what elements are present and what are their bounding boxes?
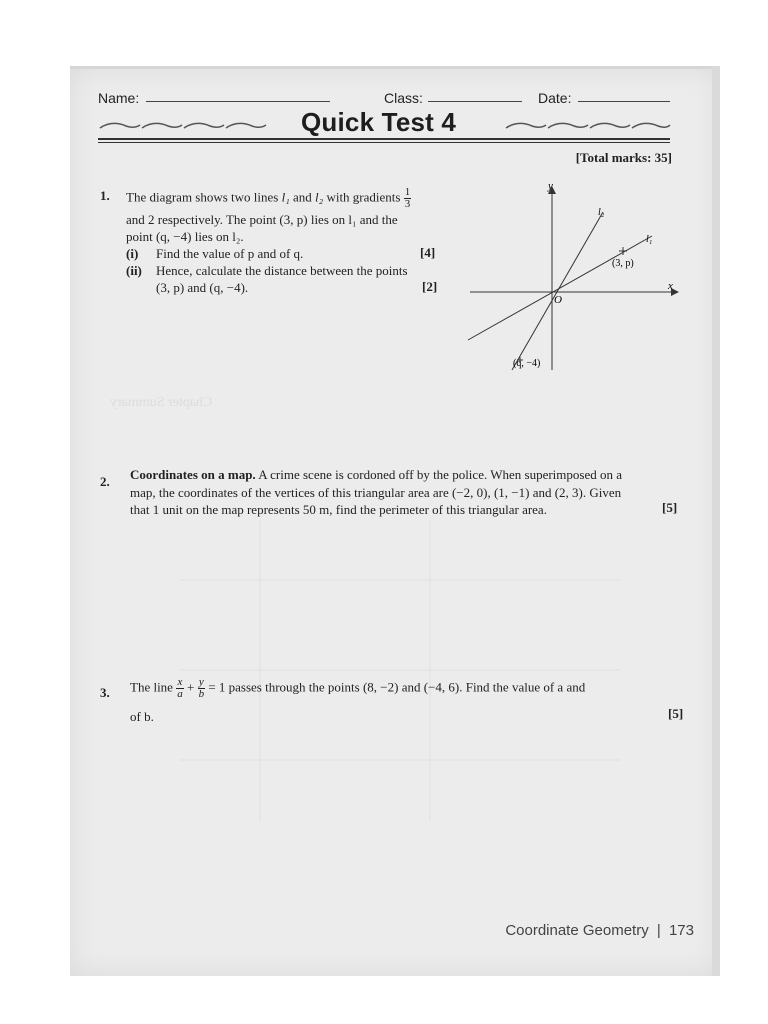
- q3-rest: = 1 passes through the points (8, −2) and (−4, 6). Find the value of a and: [208, 679, 586, 695]
- title-rule-thin: [98, 142, 670, 143]
- q3-plus: +: [186, 679, 195, 695]
- point-q4-label: (q, −4): [513, 358, 541, 369]
- q1-part-i-text: Find the value of p and of q.: [156, 246, 304, 261]
- q3-lead: The line: [130, 679, 173, 695]
- q2-line3: that 1 unit on the map represents 50 m, find the perimeter of this triangular area.: [130, 502, 547, 517]
- bleed-through-grid: [180, 520, 620, 820]
- name-label: Name:: [98, 90, 140, 106]
- class-field[interactable]: [428, 101, 522, 102]
- q3-frac-x-over-a: [176, 677, 184, 700]
- l2-label: l₂: [598, 207, 605, 218]
- q3-frac1-num: x: [177, 676, 183, 688]
- q1-gradient-fraction: [404, 187, 412, 210]
- q1-text-a: The diagram shows two lines: [126, 189, 282, 205]
- q3-frac2-num: y: [198, 676, 204, 688]
- footer-chapter: Coordinate Geometry: [505, 922, 649, 939]
- q2-line1: [130, 466, 690, 484]
- q1-part-i-label: (i): [126, 246, 139, 261]
- q1-line1: [126, 187, 456, 210]
- q1-grad-den: 3: [404, 198, 411, 210]
- q3-frac1-den: a: [177, 688, 183, 700]
- footer-separator: |: [656, 922, 661, 939]
- q1-number: 1.: [100, 188, 110, 203]
- name-field[interactable]: [146, 101, 330, 102]
- footer-page-number: 173: [668, 922, 694, 939]
- page-top-edge: [70, 66, 720, 69]
- title-decoration-left: [98, 118, 268, 130]
- q2-line2: map, the coordinates of the vertices of this triangular area are (−2, 0), (1, −1) and (2, 3). Given: [130, 485, 622, 500]
- q1-part-ii-text2: (3, p) and (q, −4).: [156, 280, 249, 295]
- q1-grad-num: 1: [404, 186, 411, 198]
- q1-part-ii-text: Hence, calculate the distance between the points: [156, 263, 408, 278]
- point-3p-label: (3, p): [612, 258, 634, 269]
- line-l2: [512, 212, 603, 370]
- q1-text-c: with gradients: [323, 189, 401, 205]
- q2-number: 2.: [100, 474, 110, 489]
- total-marks: [Total marks: 35]: [575, 150, 672, 165]
- q2-line1-text: A crime scene is cordoned off by the police. When superimposed on a: [255, 467, 622, 482]
- q3-line2: of b.: [130, 709, 154, 724]
- l1-label: l₁: [646, 234, 653, 245]
- x-axis-label: x: [668, 280, 673, 292]
- title-rule-thick: [98, 138, 670, 140]
- q2-bold-lead: Coordinates on a map.: [130, 467, 256, 482]
- q3-marks: [5]: [668, 706, 684, 721]
- q3-frac-y-over-b: [198, 677, 206, 700]
- q2-marks: [5]: [662, 500, 678, 515]
- q3-frac2-den: b: [198, 688, 205, 700]
- q3-number: 3.: [100, 685, 110, 700]
- page-title: Quick Test 4: [301, 107, 457, 137]
- q1-l1: l₁: [281, 189, 290, 205]
- q3-line1: [130, 677, 695, 700]
- q1-l2: l₂: [315, 189, 324, 205]
- page-footer: [505, 922, 694, 939]
- q1-text-b: and: [289, 189, 316, 205]
- q1-line3: point (q, −4) lies on l₂.: [126, 229, 244, 244]
- q1-diagram: [460, 180, 680, 380]
- page-right-edge: [712, 66, 720, 976]
- class-label: Class:: [384, 90, 423, 106]
- line-l1: [468, 236, 652, 340]
- q1-line2: and 2 respectively. The point (3, p) lies on l₁ and the: [126, 212, 398, 227]
- y-axis-label: y: [548, 180, 553, 192]
- date-field[interactable]: [578, 101, 670, 102]
- q1-part-i-marks: [4]: [420, 245, 436, 260]
- q1-part-ii-label: (ii): [126, 263, 142, 278]
- origin-label: O: [554, 294, 562, 306]
- bleed-through-text: Chapter Summary: [110, 395, 213, 410]
- q1-part-ii-marks: [2]: [422, 279, 438, 294]
- title-decoration-right: [504, 118, 672, 130]
- date-label: Date:: [538, 90, 572, 106]
